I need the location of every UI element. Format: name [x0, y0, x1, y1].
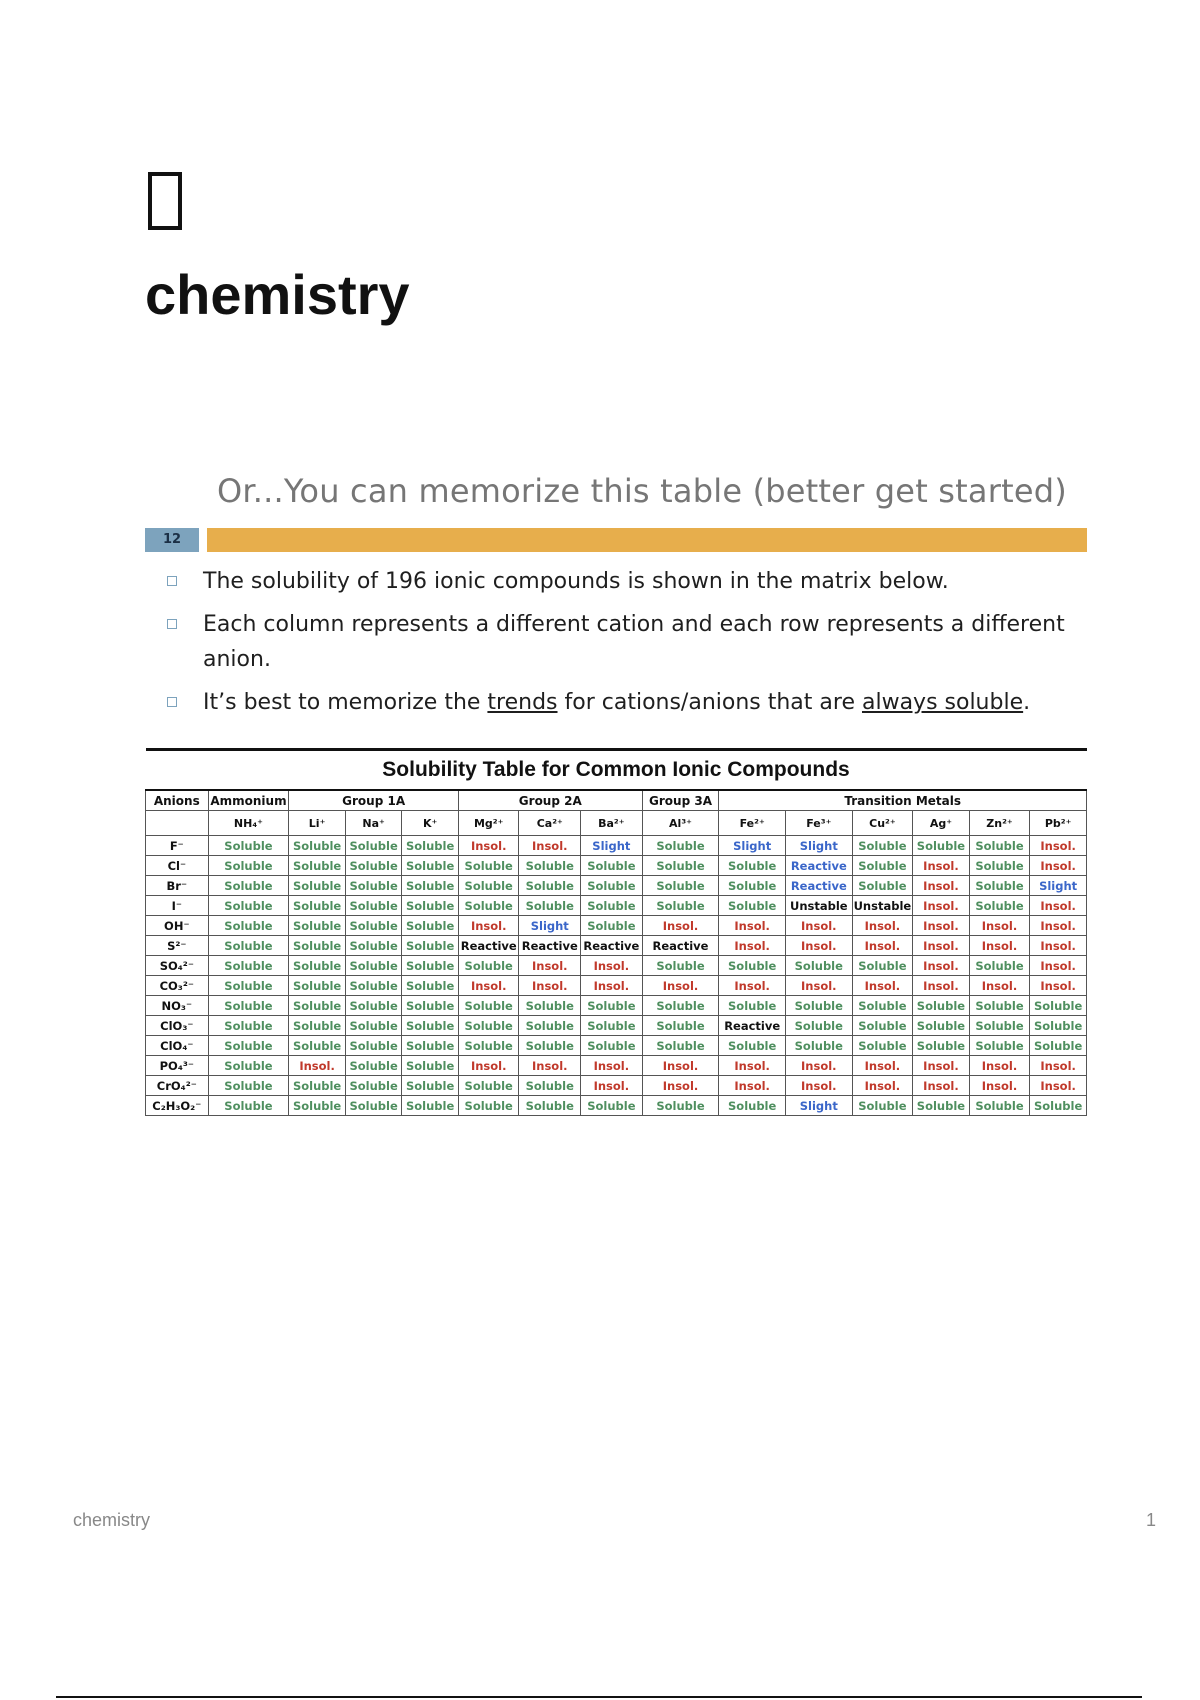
solubility-cell: Soluble	[519, 856, 581, 876]
solubility-cell: Soluble	[402, 1056, 459, 1076]
solubility-cell: Soluble	[581, 1096, 643, 1116]
solubility-cell: Insol.	[719, 1056, 786, 1076]
solubility-cell: Soluble	[458, 1076, 519, 1096]
solubility-cell: Soluble	[642, 856, 719, 876]
solubility-cell: Soluble	[785, 1016, 852, 1036]
solubility-cell: Slight	[719, 836, 786, 856]
group-header: Ammonium	[208, 790, 289, 811]
footer-title: chemistry	[73, 1510, 151, 1530]
slide-image	[145, 460, 1087, 1140]
solubility-cell: Soluble	[289, 836, 346, 856]
table-title: Solubility Table for Common Ionic Compounds	[146, 750, 1087, 791]
solubility-cell: Insol.	[852, 1076, 913, 1096]
cation-header: Pb²⁺	[1030, 811, 1087, 836]
solubility-cell: Soluble	[289, 936, 346, 956]
solubility-cell: Soluble	[852, 876, 913, 896]
solubility-cell: Insol.	[913, 1056, 970, 1076]
solubility-cell: Soluble	[402, 916, 459, 936]
solubility-cell: Insol.	[519, 956, 581, 976]
solubility-cell: Soluble	[402, 1096, 459, 1116]
solubility-cell: Soluble	[581, 896, 643, 916]
solubility-cell: Soluble	[581, 996, 643, 1016]
solubility-cell: Soluble	[519, 996, 581, 1016]
table-row	[146, 1096, 1087, 1116]
solubility-cell: Soluble	[345, 1056, 402, 1076]
cation-header: Zn²⁺	[969, 811, 1030, 836]
solubility-cell: Soluble	[208, 956, 289, 976]
solubility-cell: Soluble	[719, 996, 786, 1016]
solubility-cell: Soluble	[785, 996, 852, 1016]
solubility-cell: Insol.	[719, 1076, 786, 1096]
solubility-cell: Insol.	[1030, 936, 1087, 956]
solubility-cell: Soluble	[719, 956, 786, 976]
square-bullet-icon	[167, 619, 177, 629]
solubility-cell: Insol.	[719, 936, 786, 956]
solubility-cell: Soluble	[852, 856, 913, 876]
solubility-cell: Insol.	[913, 936, 970, 956]
solubility-cell: Soluble	[208, 856, 289, 876]
solubility-cell: Soluble	[969, 956, 1030, 976]
solubility-cell: Insol.	[1030, 896, 1087, 916]
solubility-cell: Insol.	[458, 976, 519, 996]
solubility-cell: Soluble	[458, 876, 519, 896]
solubility-cell: Soluble	[289, 956, 346, 976]
cation-header: Ca²⁺	[519, 811, 581, 836]
solubility-cell: Soluble	[1030, 1016, 1087, 1036]
solubility-cell: Insol.	[458, 916, 519, 936]
solubility-cell: Soluble	[208, 1036, 289, 1056]
solubility-cell: Insol.	[969, 976, 1030, 996]
table-row	[146, 856, 1087, 876]
solubility-cell: Soluble	[345, 856, 402, 876]
solubility-cell: Soluble	[519, 876, 581, 896]
solubility-cell: Reactive	[642, 936, 719, 956]
solubility-cell: Soluble	[345, 836, 402, 856]
cation-header: Li⁺	[289, 811, 346, 836]
solubility-cell: Soluble	[519, 1036, 581, 1056]
solubility-cell: Soluble	[345, 1016, 402, 1036]
bullet-text: The solubility of 196 ionic compounds is shown in the matrix below.	[203, 569, 949, 594]
solubility-cell: Soluble	[852, 836, 913, 856]
solubility-cell: Soluble	[345, 996, 402, 1016]
solubility-cell: Soluble	[208, 1016, 289, 1036]
solubility-cell: Soluble	[402, 976, 459, 996]
solubility-cell: Soluble	[458, 996, 519, 1016]
solubility-cell: Soluble	[969, 856, 1030, 876]
bullet-text-mid: for cations/anions that are	[557, 690, 862, 715]
solubility-cell: Insol.	[785, 1076, 852, 1096]
solubility-cell: Insol.	[581, 1056, 643, 1076]
table-row	[146, 1036, 1087, 1056]
solubility-cell: Reactive	[785, 876, 852, 896]
anion-label: F⁻	[146, 836, 209, 856]
solubility-cell: Soluble	[969, 1096, 1030, 1116]
cation-header: K⁺	[402, 811, 459, 836]
solubility-cell: Insol.	[913, 916, 970, 936]
solubility-cell: Soluble	[458, 1016, 519, 1036]
table-row	[146, 936, 1087, 956]
bullet-text-pre: It’s best to memorize the	[203, 690, 488, 715]
solubility-cell: Soluble	[458, 1096, 519, 1116]
solubility-cell: Insol.	[519, 976, 581, 996]
cation-header: Cu²⁺	[852, 811, 913, 836]
cation-header: Al³⁺	[642, 811, 719, 836]
solubility-cell: Soluble	[785, 956, 852, 976]
solubility-cell: Insol.	[719, 916, 786, 936]
group-header: Group 2A	[458, 790, 642, 811]
solubility-cell: Soluble	[785, 1036, 852, 1056]
anion-label: OH⁻	[146, 916, 209, 936]
table-row	[146, 976, 1087, 996]
solubility-cell: Insol.	[1030, 956, 1087, 976]
solubility-cell: Soluble	[345, 1096, 402, 1116]
solubility-cell: Reactive	[581, 936, 643, 956]
solubility-cell: Insol.	[969, 1076, 1030, 1096]
solubility-cell: Insol.	[1030, 1056, 1087, 1076]
solubility-cell: Soluble	[852, 996, 913, 1016]
solubility-cell: Soluble	[642, 876, 719, 896]
table-row	[146, 996, 1087, 1016]
anion-label: CrO₄²⁻	[146, 1076, 209, 1096]
table-row	[146, 876, 1087, 896]
solubility-cell: Insol.	[581, 1076, 643, 1096]
solubility-cell: Insol.	[913, 876, 970, 896]
bullet-item	[167, 607, 1067, 677]
solubility-cell: Soluble	[581, 1036, 643, 1056]
solubility-cell: Insol.	[1030, 1076, 1087, 1096]
solubility-cell: Soluble	[913, 1096, 970, 1116]
solubility-cell: Insol.	[289, 1056, 346, 1076]
solubility-cell: Reactive	[785, 856, 852, 876]
cation-header: Ag⁺	[913, 811, 970, 836]
group-header: Group 1A	[289, 790, 459, 811]
table-row	[146, 956, 1087, 976]
cation-header: Fe²⁺	[719, 811, 786, 836]
solubility-cell: Soluble	[519, 896, 581, 916]
anion-label: Cl⁻	[146, 856, 209, 876]
solubility-cell: Soluble	[969, 896, 1030, 916]
solubility-cell: Soluble	[402, 936, 459, 956]
solubility-cell: Soluble	[852, 1096, 913, 1116]
solubility-cell: Soluble	[289, 996, 346, 1016]
anion-label: PO₄³⁻	[146, 1056, 209, 1076]
anion-label: I⁻	[146, 896, 209, 916]
solubility-cell: Insol.	[785, 976, 852, 996]
solubility-cell: Soluble	[208, 836, 289, 856]
solubility-cell: Soluble	[458, 956, 519, 976]
solubility-cell: Insol.	[581, 956, 643, 976]
solubility-cell: Soluble	[581, 876, 643, 896]
solubility-cell: Soluble	[289, 856, 346, 876]
solubility-cell: Soluble	[402, 896, 459, 916]
group-header: Group 3A	[642, 790, 719, 811]
solubility-cell: Insol.	[913, 856, 970, 876]
cation-header: Na⁺	[345, 811, 402, 836]
solubility-cell: Soluble	[642, 1096, 719, 1116]
solubility-cell: Soluble	[969, 876, 1030, 896]
solubility-cell: Insol.	[458, 1056, 519, 1076]
solubility-cell: Soluble	[519, 1096, 581, 1116]
solubility-cell: Soluble	[581, 856, 643, 876]
table-row	[146, 1076, 1087, 1096]
solubility-cell: Soluble	[402, 876, 459, 896]
solubility-cell: Soluble	[208, 1056, 289, 1076]
solubility-cell: Soluble	[458, 856, 519, 876]
solubility-cell: Soluble	[402, 956, 459, 976]
solubility-cell: Insol.	[581, 976, 643, 996]
solubility-cell: Soluble	[581, 1016, 643, 1036]
solubility-cell: Soluble	[289, 896, 346, 916]
bullet-item	[167, 685, 1067, 720]
solubility-cell: Insol.	[969, 936, 1030, 956]
solubility-cell: Soluble	[913, 1036, 970, 1056]
solubility-cell: Soluble	[852, 1016, 913, 1036]
bullet-list	[167, 564, 1067, 728]
solubility-cell: Unstable	[852, 896, 913, 916]
solubility-cell: Soluble	[642, 896, 719, 916]
slide-accent-bar	[207, 528, 1087, 552]
solubility-cell: Soluble	[719, 856, 786, 876]
solubility-cell: Soluble	[289, 876, 346, 896]
solubility-cell: Insol.	[913, 956, 970, 976]
solubility-cell: Soluble	[642, 956, 719, 976]
solubility-cell: Soluble	[969, 1016, 1030, 1036]
solubility-cell: Insol.	[785, 936, 852, 956]
solubility-cell: Soluble	[345, 876, 402, 896]
table-row	[146, 916, 1087, 936]
solubility-cell: Soluble	[913, 1016, 970, 1036]
solubility-cell: Slight	[785, 836, 852, 856]
solubility-cell: Insol.	[852, 1056, 913, 1076]
solubility-cell: Soluble	[208, 996, 289, 1016]
cation-header: NH₄⁺	[208, 811, 289, 836]
solubility-cell: Soluble	[642, 1036, 719, 1056]
anion-label: NO₃⁻	[146, 996, 209, 1016]
solubility-cell: Insol.	[642, 1056, 719, 1076]
solubility-cell: Insol.	[519, 1056, 581, 1076]
solubility-cell: Soluble	[402, 856, 459, 876]
solubility-cell: Soluble	[402, 1016, 459, 1036]
solubility-cell: Soluble	[289, 1076, 346, 1096]
solubility-cell: Soluble	[913, 996, 970, 1016]
solubility-cell: Insol.	[785, 1056, 852, 1076]
anion-label: S²⁻	[146, 936, 209, 956]
solubility-cell: Insol.	[519, 836, 581, 856]
solubility-cell: Soluble	[458, 1036, 519, 1056]
solubility-cell: Insol.	[852, 916, 913, 936]
bullet-text: Each column represents a different cation and each row represents a different anion.	[203, 612, 1065, 672]
solubility-cell: Insol.	[1030, 856, 1087, 876]
solubility-cell: Soluble	[289, 976, 346, 996]
solubility-cell: Soluble	[519, 1076, 581, 1096]
solubility-cell: Insol.	[969, 1056, 1030, 1076]
slide-number: 12	[145, 528, 199, 552]
cation-header: Fe³⁺	[785, 811, 852, 836]
solubility-cell: Insol.	[642, 1076, 719, 1096]
solubility-cell: Insol.	[1030, 976, 1087, 996]
solubility-cell: Slight	[1030, 876, 1087, 896]
bullet-underlined-trends: trends	[487, 690, 558, 715]
solubility-cell: Soluble	[208, 936, 289, 956]
solubility-cell: Soluble	[208, 876, 289, 896]
solubility-cell: Insol.	[913, 896, 970, 916]
bullet-item	[167, 564, 1067, 599]
page-number: 1	[1146, 1510, 1157, 1530]
slide-heading: Or...You can memorize this table (better get started)	[217, 472, 1067, 510]
solubility-cell: Insol.	[913, 1076, 970, 1096]
missing-glyph-icon	[148, 172, 182, 230]
solubility-cell: Insol.	[852, 936, 913, 956]
anion-label: Br⁻	[146, 876, 209, 896]
solubility-cell: Insol.	[719, 976, 786, 996]
table-row	[146, 1016, 1087, 1036]
solubility-cell: Soluble	[345, 896, 402, 916]
bullet-underlined-always-soluble: always soluble	[861, 690, 1024, 715]
solubility-cell: Soluble	[852, 1036, 913, 1056]
table-row	[146, 1056, 1087, 1076]
solubility-cell: Slight	[581, 836, 643, 856]
solubility-cell: Soluble	[969, 996, 1030, 1016]
solubility-cell: Insol.	[642, 916, 719, 936]
solubility-cell: Soluble	[289, 916, 346, 936]
solubility-cell: Insol.	[913, 976, 970, 996]
anion-label: CO₃²⁻	[146, 976, 209, 996]
solubility-cell: Soluble	[1030, 1096, 1087, 1116]
solubility-cell: Soluble	[208, 976, 289, 996]
cation-header: Ba²⁺	[581, 811, 643, 836]
solubility-cell: Reactive	[719, 1016, 786, 1036]
solubility-cell: Insol.	[852, 976, 913, 996]
solubility-cell: Soluble	[719, 1096, 786, 1116]
table-row	[146, 896, 1087, 916]
solubility-cell: Soluble	[969, 1036, 1030, 1056]
solubility-cell: Soluble	[289, 1036, 346, 1056]
anion-label: C₂H₃O₂⁻	[146, 1096, 209, 1116]
solubility-cell: Soluble	[642, 1016, 719, 1036]
square-bullet-icon	[167, 576, 177, 586]
solubility-cell: Soluble	[642, 836, 719, 856]
solubility-cell: Unstable	[785, 896, 852, 916]
solubility-cell: Slight	[519, 916, 581, 936]
solubility-cell: Soluble	[719, 1036, 786, 1056]
solubility-cell: Soluble	[719, 876, 786, 896]
solubility-cell: Soluble	[402, 996, 459, 1016]
solubility-cell: Insol.	[969, 916, 1030, 936]
solubility-cell: Soluble	[345, 956, 402, 976]
solubility-cell: Insol.	[458, 836, 519, 856]
solubility-cell: Insol.	[785, 916, 852, 936]
solubility-cell: Slight	[785, 1096, 852, 1116]
solubility-cell: Soluble	[345, 1036, 402, 1056]
group-header: Transition Metals	[719, 790, 1087, 811]
solubility-cell: Soluble	[345, 1076, 402, 1096]
solubility-cell: Insol.	[1030, 916, 1087, 936]
solubility-cell: Soluble	[345, 916, 402, 936]
solubility-cell: Reactive	[519, 936, 581, 956]
solubility-cell: Soluble	[642, 996, 719, 1016]
anions-header: Anions	[146, 790, 209, 811]
solubility-cell: Soluble	[345, 936, 402, 956]
solubility-cell: Soluble	[969, 836, 1030, 856]
anion-column-blank	[146, 811, 209, 836]
footer-rule	[56, 1696, 1142, 1698]
solubility-cell: Insol.	[642, 976, 719, 996]
solubility-table	[145, 748, 1087, 1116]
solubility-cell: Insol.	[1030, 836, 1087, 856]
solubility-cell: Soluble	[208, 1076, 289, 1096]
document-title: chemistry	[145, 263, 410, 326]
table-row	[146, 836, 1087, 856]
bullet-text-post: .	[1023, 690, 1031, 715]
cation-header: Mg²⁺	[458, 811, 519, 836]
solubility-cell: Soluble	[402, 836, 459, 856]
solubility-cell: Soluble	[1030, 996, 1087, 1016]
solubility-cell: Reactive	[458, 936, 519, 956]
solubility-cell: Soluble	[458, 896, 519, 916]
solubility-cell: Soluble	[402, 1036, 459, 1056]
solubility-cell: Soluble	[208, 1096, 289, 1116]
solubility-cell: Soluble	[289, 1016, 346, 1036]
anion-label: SO₄²⁻	[146, 956, 209, 976]
square-bullet-icon	[167, 697, 177, 707]
solubility-cell: Soluble	[852, 956, 913, 976]
solubility-cell: Soluble	[719, 896, 786, 916]
solubility-cell: Soluble	[1030, 1036, 1087, 1056]
solubility-cell: Soluble	[345, 976, 402, 996]
solubility-cell: Soluble	[581, 916, 643, 936]
solubility-cell: Soluble	[289, 1096, 346, 1116]
solubility-cell: Soluble	[208, 896, 289, 916]
solubility-cell: Soluble	[208, 916, 289, 936]
solubility-cell: Soluble	[519, 1016, 581, 1036]
solubility-cell: Soluble	[913, 836, 970, 856]
anion-label: ClO₃⁻	[146, 1016, 209, 1036]
anion-label: ClO₄⁻	[146, 1036, 209, 1056]
solubility-cell: Soluble	[402, 1076, 459, 1096]
